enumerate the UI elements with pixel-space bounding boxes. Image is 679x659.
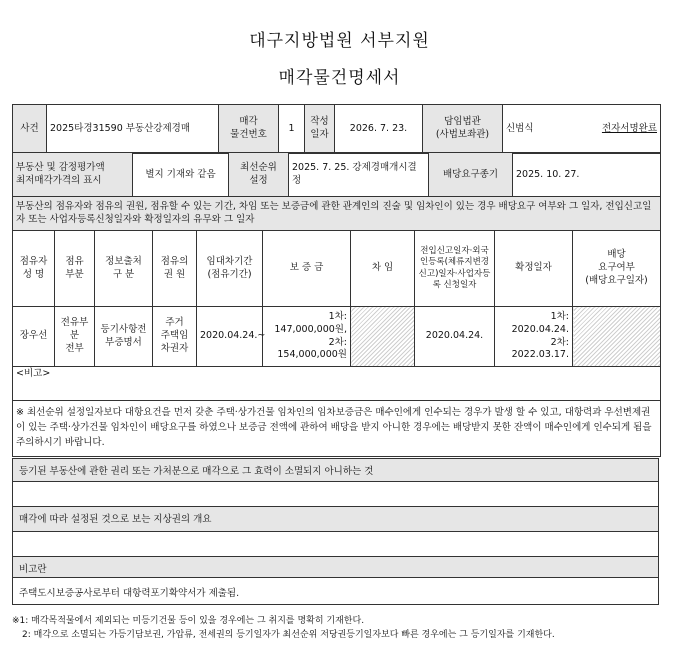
date-value: 2026. 7. 23.	[335, 105, 423, 154]
demand-deadline-value: 2025. 10. 27.	[513, 153, 661, 198]
deposit-amount: 1차: 147,000,000원, 2차: 154,000,000원	[263, 307, 351, 367]
footnote-1: ※1: 매각목적물에서 제외되는 미등기건물 등이 있을 경우에는 그 취지를 명확히 기재한다.	[12, 616, 365, 626]
col-lease-period: 임대차기간 (점유기간)	[197, 231, 263, 307]
rent-amount	[351, 307, 415, 367]
property-value: 별지 기재와 같음	[133, 153, 229, 198]
remark-label: <비고>	[13, 367, 661, 401]
remarks-title: 비고란	[12, 556, 659, 578]
occupancy-title: 주거 주택임 차권자	[153, 307, 197, 367]
judge-name: 신범식	[506, 122, 534, 134]
property-info-table	[12, 152, 661, 198]
fixed-date: 1차: 2020.04.24. 2차: 2022.03.17.	[495, 307, 573, 367]
judge-label: 담임법관 (사법보좌관)	[423, 105, 503, 154]
remarks-text: 주택도시보증공사로부터 대항력포기확약서가 제출됨.	[12, 577, 659, 605]
table-row	[13, 307, 661, 367]
col-dividend-request: 배당 요구여부 (배당요구일자)	[573, 231, 661, 307]
col-deposit: 보 증 금	[263, 231, 351, 307]
sale-number-value: 1	[279, 105, 305, 154]
priority-label: 최선순위 설정	[229, 153, 289, 198]
dividend-request	[573, 307, 661, 367]
move-in-date: 2020.04.24.	[415, 307, 495, 367]
demand-deadline-label: 배당요구종기	[429, 153, 513, 198]
superficies-content	[12, 531, 659, 557]
info-source: 등기사항전 부증명서	[95, 307, 153, 367]
case-info-table	[12, 104, 661, 154]
case-value: 2025타경31590 부동산강제경매	[47, 105, 219, 154]
property-label: 부동산 및 감정평가액 최저매각가격의 표시	[13, 153, 133, 198]
lease-period: 2020.04.24.~	[197, 307, 263, 367]
occupied-part: 전유부 분 전부	[55, 307, 95, 367]
col-occupied-part: 점유 부분	[55, 231, 95, 307]
electronic-sign-link[interactable]: 전자서명완료	[601, 122, 657, 134]
priority-value: 2025. 7. 25. 강제경매개시결정	[289, 153, 429, 198]
registered-rights-content	[12, 481, 659, 507]
judge-cell	[503, 105, 661, 154]
occupant-name: 장우선	[13, 307, 55, 367]
notice-text: ※ 최선순위 설정일자보다 대항요건을 먼저 갖춘 주택·상가건물 임차인의 임차보증금은 매수인에게 인수되는 경우가 발생 할 수 있고, 대항력과 우선변제권이 있는 주택·상가건물 임차인이 배당요구를 하였으나 보증금 전액에 관하여 배당을 받지 아니한 경우에는 배당받지 못한 잔액이 매수인에게 인수되게 됨을 주의하시기 바랍니다.	[13, 401, 661, 457]
registered-rights-title: 등기된 부동산에 관한 권리 또는 가처분으로 매각으로 그 효력이 소멸되지 아니하는 것	[12, 458, 659, 482]
case-label: 사건	[13, 105, 47, 154]
superficies-title: 매각에 따라 설정된 것으로 보는 지상권의 개요	[12, 506, 659, 532]
occupancy-description: 부동산의 점유자와 점유의 권원, 점유할 수 있는 기간, 차임 또는 보증금에 관한 관계인의 진술 및 임차인이 있는 경우 배당요구 여부와 그 일자, 전입신고일자 또는 사업자등록신청일자와 확정일자의 유무와 그 일자	[13, 197, 661, 231]
sale-number-label: 매각 물건번호	[219, 105, 279, 154]
occupancy-table	[12, 196, 661, 457]
court-name: 대구지방법원 서부지원	[249, 31, 430, 51]
col-info-source: 정보출처 구 분	[95, 231, 153, 307]
footnote-2: 2: 매각으로 소멸되는 가등기담보권, 가압류, 전세권의 등기일자가 최선순위 저당권등기일자보다 빠른 경우에는 그 등기일자를 기재한다.	[22, 630, 555, 641]
col-fixed-date: 확정일자	[495, 231, 573, 307]
col-occupancy-title: 점유의 권 원	[153, 231, 197, 307]
col-rent: 차 임	[351, 231, 415, 307]
footnotes	[12, 614, 555, 643]
col-occupant-name: 점유자 성 명	[13, 231, 55, 307]
col-move-in-date: 전입신고일자·외국인등록(체류지변경신고)일자·사업자등록 신청일자	[415, 231, 495, 307]
date-label: 작성 일자	[305, 105, 335, 154]
document-title: 매각물건명세서	[278, 68, 401, 88]
